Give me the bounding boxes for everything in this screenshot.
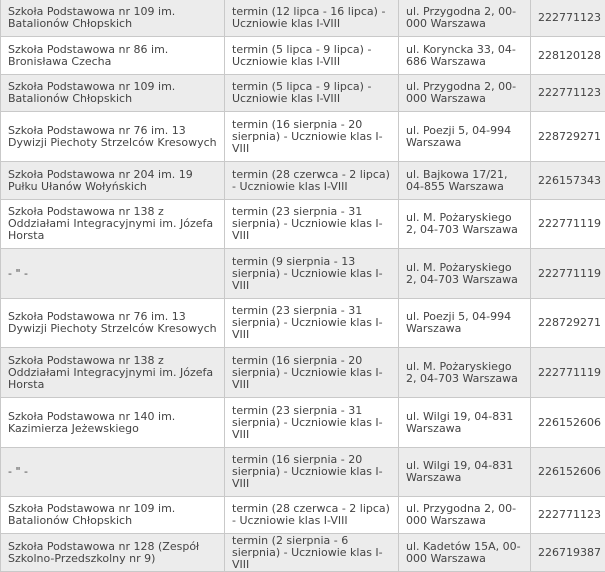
school-cell: Szkoła Podstawowa nr 138 z Oddziałami Integracyjnymi im. Józefa Horsta [1,348,225,398]
address-cell: ul. Wilgi 19, 04-831 Warszawa [399,448,531,497]
term-cell: termin (28 czerwca - 2 lipca) - Uczniowie klas I-VIII [225,162,399,200]
address-cell: ul. Wilgi 19, 04-831 Warszawa [399,398,531,448]
table-row [1,162,605,200]
address-cell: ul. Przygodna 2, 00-000 Warszawa [399,0,531,37]
table-row [1,348,605,398]
school-cell: Szkoła Podstawowa nr 204 im. 19 Pułku Ułanów Wołyńskich [1,162,225,200]
table-row [1,75,605,112]
camps-table-body [1,0,605,572]
address-cell: ul. Przygodna 2, 00-000 Warszawa [399,497,531,534]
phone-cell: 226157343 [531,162,605,200]
school-cell: Szkoła Podstawowa nr 140 im. Kazimierza Jeżewskiego [1,398,225,448]
school-cell: Szkoła Podstawowa nr 76 im. 13 Dywizji Piechoty Strzelców Kresowych [1,299,225,348]
school-cell: Szkoła Podstawowa nr 109 im. Batalionów Chłopskich [1,497,225,534]
term-cell: termin (28 czerwca - 2 lipca) - Uczniowie klas I-VIII [225,497,399,534]
table-row [1,112,605,162]
school-cell: Szkoła Podstawowa nr 109 im. Batalionów Chłopskich [1,75,225,112]
phone-cell: 226152606 [531,398,605,448]
term-cell: termin (16 sierpnia - 20 sierpnia) - Uczniowie klas I-VIII [225,348,399,398]
term-cell: termin (16 sierpnia - 20 sierpnia) - Uczniowie klas I-VIII [225,448,399,497]
phone-cell: 222771119 [531,200,605,249]
school-cell: Szkoła Podstawowa nr 138 z Oddziałami Integracyjnymi im. Józefa Horsta [1,200,225,249]
term-cell: termin (9 sierpnia - 13 sierpnia) - Uczniowie klas I-VIII [225,249,399,299]
term-cell: termin (5 lipca - 9 lipca) - Uczniowie klas I-VIII [225,37,399,75]
address-cell: ul. Poezji 5, 04-994 Warszawa [399,112,531,162]
phone-cell: 228729271 [531,112,605,162]
address-cell: ul. M. Pożaryskiego 2, 04-703 Warszawa [399,200,531,249]
address-cell: ul. Koryncka 33, 04-686 Warszawa [399,37,531,75]
term-cell: termin (23 sierpnia - 31 sierpnia) - Uczniowie klas I-VIII [225,299,399,348]
address-cell: ul. Bajkowa 17/21, 04-855 Warszawa [399,162,531,200]
table-row [1,497,605,534]
term-cell: termin (23 sierpnia - 31 sierpnia) - Uczniowie klas I-VIII [225,200,399,249]
table-row [1,37,605,75]
address-cell: ul. Przygodna 2, 00-000 Warszawa [399,75,531,112]
table-row [1,249,605,299]
table-row [1,448,605,497]
table-row [1,0,605,37]
term-cell: termin (23 sierpnia - 31 sierpnia) - Uczniowie klas I-VIII [225,398,399,448]
school-cell: - " - [1,448,225,497]
address-cell: ul. M. Pożaryskiego 2, 04-703 Warszawa [399,348,531,398]
address-cell: ul. Kadetów 15A, 00-000 Warszawa [399,534,531,572]
phone-cell: 226719387 [531,534,605,572]
phone-cell: 222771123 [531,497,605,534]
phone-cell: 222771123 [531,75,605,112]
phone-cell: 228120128 [531,37,605,75]
school-cell: Szkoła Podstawowa nr 76 im. 13 Dywizji Piechoty Strzelców Kresowych [1,112,225,162]
phone-cell: 228729271 [531,299,605,348]
school-cell: Szkoła Podstawowa nr 86 im. Bronisława Czecha [1,37,225,75]
table-row [1,398,605,448]
phone-cell: 222771123 [531,0,605,37]
school-cell: - " - [1,249,225,299]
table-row [1,534,605,572]
term-cell: termin (2 sierpnia - 6 sierpnia) - Uczniowie klas I-VIII [225,534,399,572]
phone-cell: 226152606 [531,448,605,497]
phone-cell: 222771119 [531,348,605,398]
table-row [1,200,605,249]
address-cell: ul. Poezji 5, 04-994 Warszawa [399,299,531,348]
term-cell: termin (12 lipca - 16 lipca) - Uczniowie klas I-VIII [225,0,399,37]
term-cell: termin (5 lipca - 9 lipca) - Uczniowie klas I-VIII [225,75,399,112]
school-cell: Szkoła Podstawowa nr 109 im. Batalionów Chłopskich [1,0,225,37]
term-cell: termin (16 sierpnia - 20 sierpnia) - Uczniowie klas I-VIII [225,112,399,162]
table-row [1,299,605,348]
address-cell: ul. M. Pożaryskiego 2, 04-703 Warszawa [399,249,531,299]
school-cell: Szkoła Podstawowa nr 128 (Zespół Szkolno-Przedszkolny nr 9) [1,534,225,572]
phone-cell: 222771119 [531,249,605,299]
